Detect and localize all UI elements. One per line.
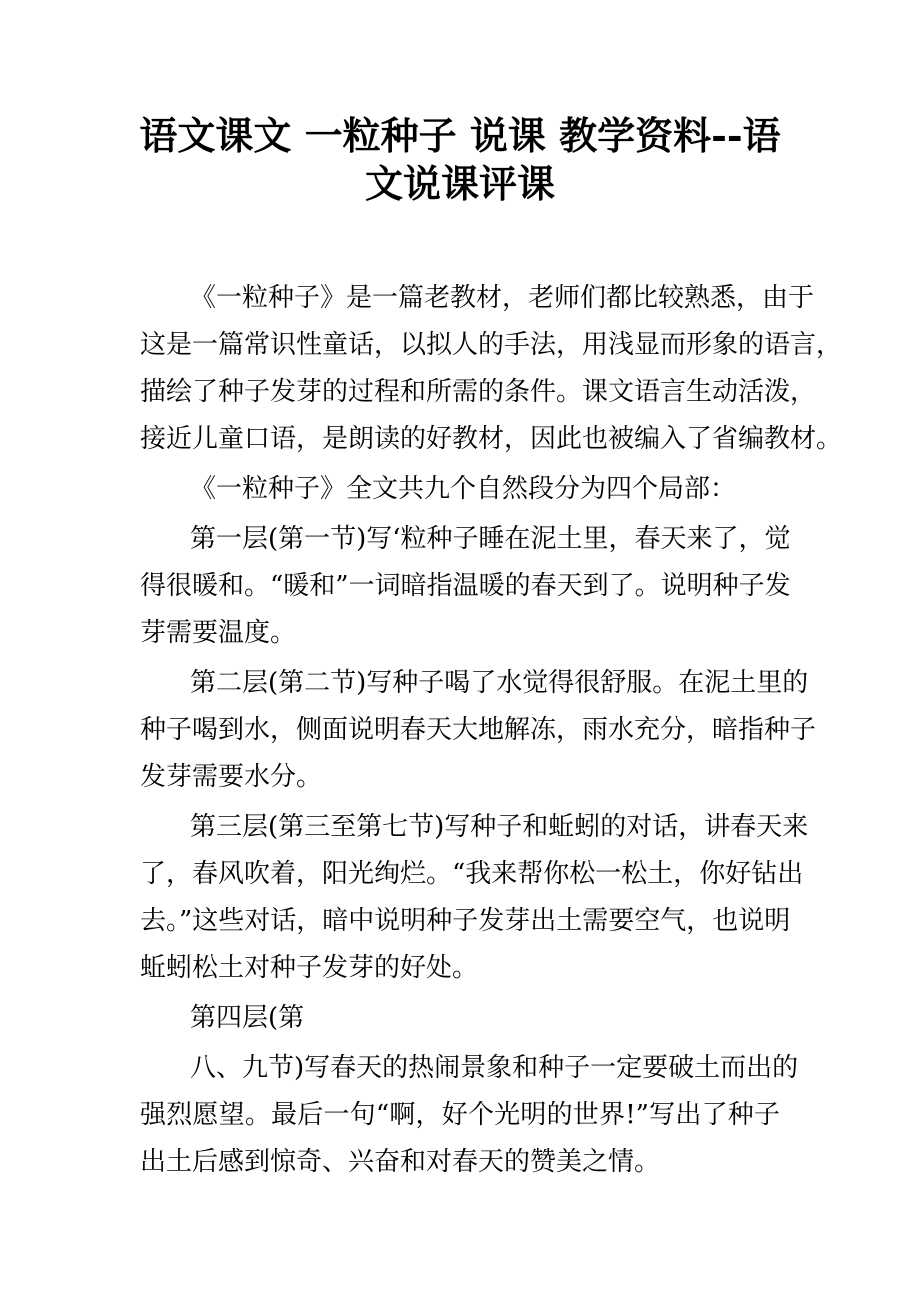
paragraph — [140, 466, 780, 513]
document-title — [130, 112, 790, 208]
paragraph-line: 蚯蚓松土对种子发芽的好处。 — [140, 953, 479, 983]
paragraph-line: 第一层(第一节)写‘粒种子睡在泥土里，春天来了，觉 — [190, 524, 791, 554]
paragraph-line: 第二层(第二节)写种子喝了水觉得很舒服。在泥土里的 — [190, 668, 809, 698]
paragraph-line: 种子喝到水，侧面说明春天大地解冻，雨水充分，暗指种子 — [140, 715, 817, 745]
paragraph-line: 第四层(第 — [190, 1003, 305, 1033]
title-line: 语文课文 一粒种子 说课 教学资料--语 — [139, 113, 781, 158]
paragraph-line: 第三层(第三至第七节)写种子和蚯蚓的对话，讲春天来 — [190, 812, 809, 842]
paragraph-line: 发芽需要水分。 — [140, 762, 323, 792]
paragraph — [140, 275, 843, 463]
paragraph-line: 这是一篇常识性童话，以拟人的手法，用浅显而形象的语言， — [140, 330, 843, 360]
paragraph-line: 出土后感到惊奇、兴奋和对春天的赞美之情。 — [140, 1147, 661, 1177]
paragraph-line: 接近儿童口语，是朗读的好教材，因此也被编入了省编教材。 — [140, 424, 843, 454]
document-body — [140, 275, 843, 1189]
paragraph — [140, 995, 780, 1042]
paragraph-line: 了，春风吹着，阳光绚烂。“我来帮你松一松土，你好钻出 — [140, 859, 804, 889]
paragraph-line: 《一粒种子》全文共九个自然段分为四个局部： — [190, 474, 737, 504]
paragraph — [140, 660, 817, 801]
paragraph-line: 得很暖和。“暖和”一词暗指温暖的春天到了。说明种子发 — [140, 571, 791, 601]
paragraph — [140, 1045, 799, 1186]
paragraph-line: 《一粒种子》是一篇老教材，老师们都比较熟悉，由于 — [190, 283, 815, 313]
title-line: 文说课评课 — [364, 161, 555, 206]
paragraph-line: 强烈愿望。最后一句“啊，好个光明的世界!”写出了种子 — [140, 1100, 780, 1130]
paragraph — [140, 804, 809, 992]
paragraph-line: 描绘了种子发芽的过程和所需的条件。课文语言生动活泼， — [140, 377, 817, 407]
paragraph — [140, 516, 791, 657]
paragraph-line: 八、九节)写春天的热闹景象和种子一定要破土而出的 — [190, 1053, 799, 1083]
paragraph-line: 芽需要温度。 — [140, 618, 297, 648]
paragraph-line: 去。”这些对话，暗中说明种子发芽出土需要空气，也说明 — [140, 906, 791, 936]
